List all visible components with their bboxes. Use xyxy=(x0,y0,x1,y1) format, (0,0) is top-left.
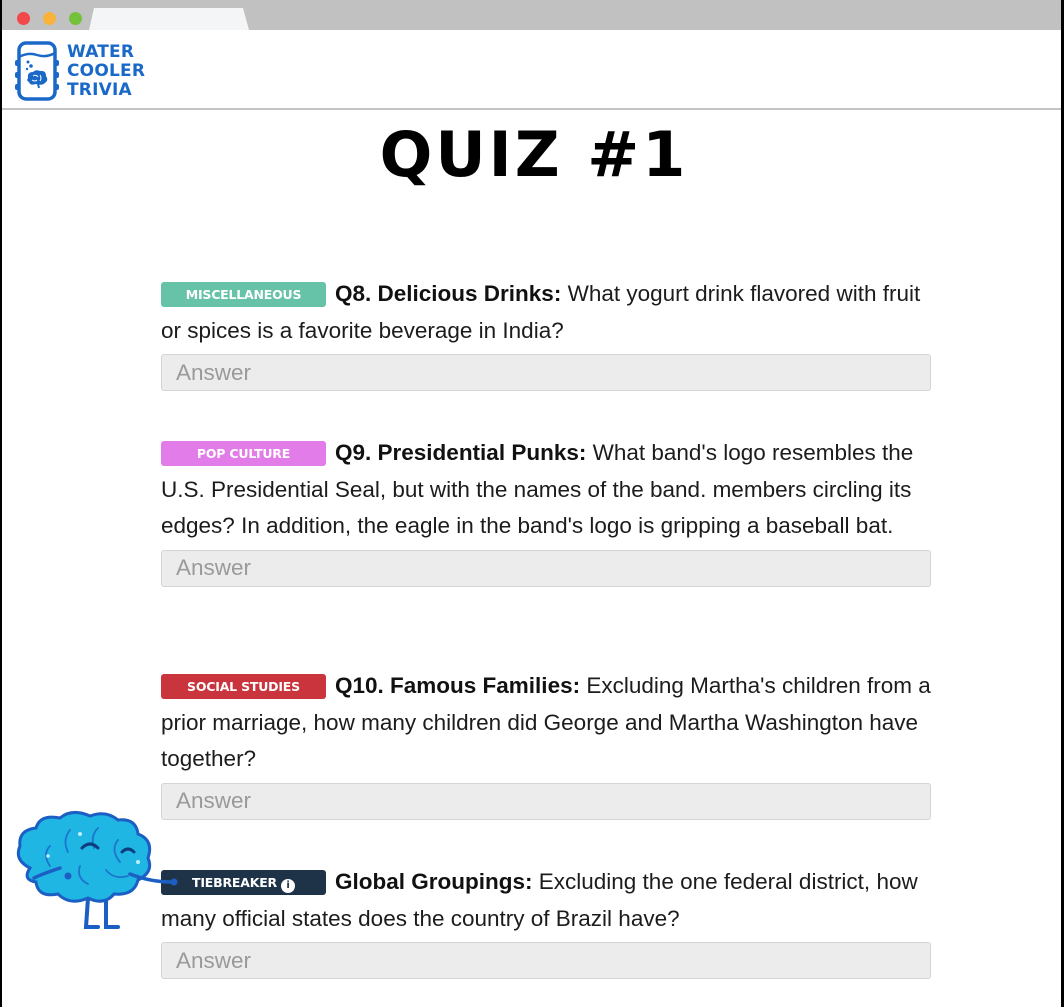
question-text xyxy=(161,668,933,778)
answer-input-tiebreaker[interactable] xyxy=(161,942,931,979)
info-icon[interactable]: i xyxy=(281,879,295,893)
logo-line-1: WATER xyxy=(67,41,135,62)
logo-wordmark xyxy=(67,43,145,100)
question-text xyxy=(161,864,933,937)
question-q9 xyxy=(161,435,933,587)
question-body: Excluding the one federal district, how many official states does the country of Brazil have? xyxy=(161,869,918,931)
zoom-window-button[interactable] xyxy=(69,12,82,25)
answer-input-q10[interactable] xyxy=(161,783,931,820)
question-text xyxy=(161,276,933,349)
page-title: QUIZ #1 xyxy=(379,118,689,191)
browser-tab[interactable] xyxy=(89,8,249,30)
question-text xyxy=(161,435,933,545)
close-window-button[interactable] xyxy=(17,12,30,25)
category-badge-miscellaneous: MISCELLANEOUS xyxy=(161,282,326,307)
question-q8 xyxy=(161,276,933,391)
water-cooler-brain-icon xyxy=(14,40,60,102)
question-title: Q10. Famous Families: xyxy=(335,673,581,698)
question-title: Global Groupings: xyxy=(335,869,533,894)
question-body: What yogurt drink flavored with fruit or spices is a favorite beverage in India? xyxy=(161,281,921,343)
category-badge-social-studies: SOCIAL STUDIES xyxy=(161,674,326,699)
minimize-window-button[interactable] xyxy=(43,12,56,25)
site-logo[interactable] xyxy=(14,40,145,102)
answer-input-q9[interactable] xyxy=(161,550,931,587)
logo-line-2: COOLER xyxy=(67,60,146,81)
brain-mascot-icon xyxy=(10,810,190,936)
question-tiebreaker xyxy=(161,864,933,979)
site-header xyxy=(2,30,1061,110)
badge-label: TIEBREAKER xyxy=(192,875,277,890)
question-title: Q8. Delicious Drinks: xyxy=(335,281,562,306)
browser-titlebar xyxy=(2,0,1061,30)
category-badge-pop-culture: POP CULTURE xyxy=(161,441,326,466)
logo-line-3: TRIVIA xyxy=(67,79,132,100)
question-title: Q9. Presidential Punks: xyxy=(335,440,587,465)
question-body: What band's logo resembles the U.S. Presidential Seal, but with the names of the band. members circling its edges? In addition, the eagle in the band's logo is gripping a baseball bat. xyxy=(161,440,914,538)
question-q10 xyxy=(161,668,933,820)
answer-input-q8[interactable] xyxy=(161,354,931,391)
question-body: Excluding Martha's children from a prior marriage, how many children did George and Martha Washington have together? xyxy=(161,673,931,771)
